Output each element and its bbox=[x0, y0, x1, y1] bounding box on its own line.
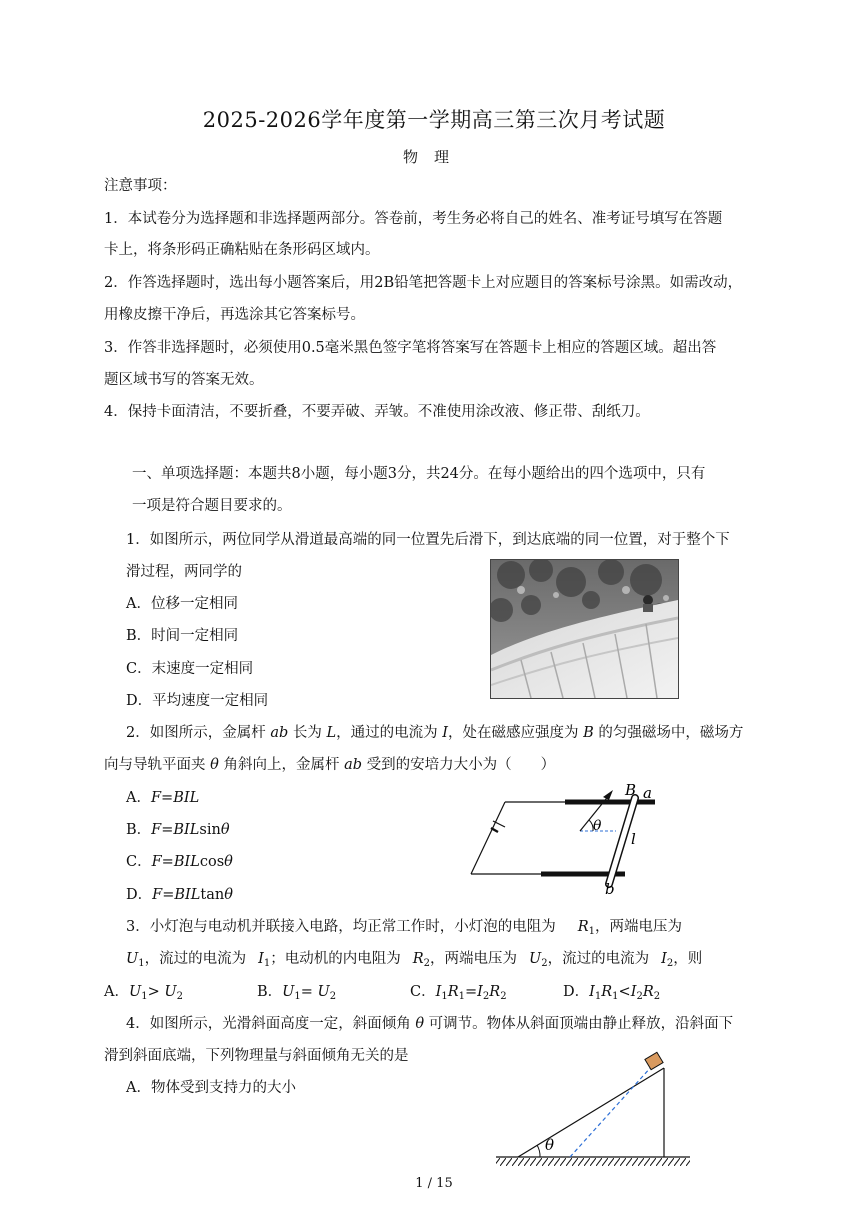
q4-stem-text: 可调节。物体从斜面顶端由静止释放，沿斜面下 bbox=[424, 1016, 734, 1032]
var-I: I bbox=[258, 951, 264, 967]
dashed-incline bbox=[570, 1066, 652, 1157]
var-I: I bbox=[630, 984, 637, 1000]
notice-item-1-line-1: 1．本试卷分为选择题和非选择题两部分。答卷前，考生务必将自己的姓名、准考证号填写在答题 bbox=[104, 211, 723, 227]
q2-option-c bbox=[126, 852, 233, 872]
q3-stem-text: 3．小灯泡与电动机并联接入电路，均正常工作时，小灯泡的电阻为 bbox=[126, 919, 556, 935]
subscript: 1 bbox=[588, 926, 596, 937]
operator: < bbox=[618, 984, 631, 1000]
label-theta: θ bbox=[545, 1136, 555, 1154]
label-l: l bbox=[631, 830, 636, 848]
notice-heading: 注意事项： bbox=[104, 178, 177, 194]
q3-stem-text: ，两端电压为 bbox=[595, 919, 683, 935]
subscript: 1 bbox=[141, 991, 148, 1002]
var-R: R bbox=[412, 951, 424, 967]
var-U: U bbox=[128, 984, 142, 1000]
q1-option-d: D．平均速度一定相同 bbox=[126, 693, 269, 709]
var-R: R bbox=[577, 919, 589, 935]
q1-stem-line-2: 滑过程，两同学的 bbox=[126, 564, 242, 580]
rail-circuit-diagram bbox=[465, 778, 665, 898]
q4-stem-text: 4．如图所示，光滑斜面高度一定，斜面倾角 bbox=[126, 1016, 416, 1032]
subscript: 2 bbox=[541, 958, 548, 969]
operator: = bbox=[300, 984, 318, 1000]
var-I: I bbox=[661, 951, 667, 967]
formula-theta: θ bbox=[224, 887, 233, 903]
q3-stem-text: ；电动机的内电阻为 bbox=[270, 951, 401, 967]
operator: > bbox=[147, 984, 165, 1000]
subscript: 2 bbox=[636, 991, 643, 1002]
trig-function: tan bbox=[200, 887, 225, 903]
subscript: 2 bbox=[653, 991, 661, 1002]
q3-stem-line-2 bbox=[126, 949, 702, 969]
label-a: a bbox=[643, 784, 652, 802]
subscript: 2 bbox=[666, 958, 674, 969]
subscript: 2 bbox=[500, 991, 507, 1002]
notice-item-3-line-1: 3．作答非选择题时，必须使用0.5毫米黑色签字笔将答案写在答题卡上相应的答题区域。超出答 bbox=[104, 340, 717, 356]
subscript: 2 bbox=[176, 991, 183, 1002]
q2-var-I: I bbox=[442, 725, 448, 741]
formula: F=BIL bbox=[150, 790, 200, 806]
formula: F=BIL bbox=[151, 854, 200, 870]
arrowhead-icon bbox=[603, 790, 613, 800]
notice-item-2-line-2: 用橡皮擦干净后，再选涂其它答案标号。 bbox=[104, 307, 365, 323]
var-R: R bbox=[642, 984, 654, 1000]
var-R: R bbox=[601, 984, 613, 1000]
q3-option-c bbox=[410, 982, 507, 1002]
var-I: I bbox=[477, 984, 483, 1000]
var-I: I bbox=[435, 984, 442, 1000]
notice-item-3-line-2: 题区域书写的答案无效。 bbox=[104, 372, 264, 388]
var-U: U bbox=[282, 984, 295, 1000]
q2-option-b bbox=[126, 820, 230, 840]
subject-label: 物理 bbox=[402, 148, 465, 166]
q4-option-a: A．物体受到支持力的大小 bbox=[126, 1080, 296, 1096]
operator: = bbox=[465, 984, 478, 1000]
subscript: 2 bbox=[482, 991, 490, 1002]
var-I: I bbox=[589, 984, 595, 1000]
slide-photo bbox=[490, 559, 679, 699]
wire bbox=[471, 802, 505, 874]
q2-stem-line-1 bbox=[126, 723, 743, 743]
subscript: 1 bbox=[594, 991, 602, 1002]
q2-var-ab: ab bbox=[344, 757, 362, 773]
trig-function: sin bbox=[199, 822, 221, 838]
ground-hatching bbox=[496, 1158, 690, 1166]
subscript: 1 bbox=[138, 958, 145, 969]
q2-var-L: L bbox=[326, 725, 337, 741]
var-U: U bbox=[126, 951, 139, 967]
q4-stem-line-2: 滑到斜面底端，下列物理量与斜面倾角无关的是 bbox=[104, 1048, 409, 1064]
q1-option-a: A．位移一定相同 bbox=[126, 596, 238, 612]
q2-var-B: B bbox=[583, 725, 594, 741]
option-label: D． bbox=[563, 984, 590, 1000]
q2-stem-text: 受到的安培力大小为（ ） bbox=[362, 757, 556, 773]
q2-var-ab: ab bbox=[270, 725, 289, 741]
notice-item-4: 4．保持卡面清洁，不要折叠，不要弄破、弄皱。不准使用涂改液、修正带、刮纸刀。 bbox=[104, 404, 650, 420]
label-b: b bbox=[605, 880, 615, 898]
label-theta: θ bbox=[593, 818, 602, 834]
q4-stem-line-1 bbox=[126, 1014, 733, 1034]
q4-var-theta: θ bbox=[415, 1016, 425, 1032]
trig-function: cos bbox=[199, 854, 225, 870]
section-heading-line-1: 一、单项选择题：本题共8小题，每小题3分，共24分。在每小题给出的四个选项中，只有 bbox=[132, 466, 706, 482]
formula-theta: θ bbox=[224, 854, 233, 870]
q3-stem-text: ，则 bbox=[673, 951, 703, 967]
q2-stem-line-2 bbox=[104, 755, 555, 775]
subscript: 1 bbox=[458, 991, 466, 1002]
q2-option-d bbox=[126, 885, 233, 905]
sliding-block bbox=[645, 1052, 663, 1069]
incline-surface bbox=[518, 1068, 664, 1157]
q3-option-d bbox=[563, 982, 660, 1002]
option-label: B． bbox=[126, 822, 152, 838]
var-U: U bbox=[529, 951, 542, 967]
q2-option-a bbox=[126, 788, 199, 808]
q3-stem-text: ，流过的电流为 bbox=[547, 951, 650, 967]
option-label: A． bbox=[104, 984, 129, 1000]
slide-photo-drawing bbox=[491, 560, 678, 698]
section-heading-line-2: 一项是符合题目要求的。 bbox=[132, 498, 292, 514]
q1-stem-line-1: 1．如图所示，两位同学从滑道最高端的同一位置先后滑下，到达底端的同一位置，对于整个下 bbox=[126, 532, 730, 548]
var-R: R bbox=[447, 984, 459, 1000]
page-number: 1 / 15 bbox=[415, 1176, 453, 1191]
option-label: C． bbox=[126, 854, 152, 870]
formula: F=BIL bbox=[152, 887, 201, 903]
q3-stem-line-1 bbox=[126, 917, 682, 937]
q2-stem-text: ，通过的电流为 bbox=[336, 725, 443, 741]
var-U: U bbox=[164, 984, 177, 1000]
subscript: 1 bbox=[441, 991, 448, 1002]
var-R: R bbox=[489, 984, 501, 1000]
q3-option-b bbox=[257, 982, 336, 1002]
q2-stem-text: 角斜向上，金属杆 bbox=[218, 757, 345, 773]
q1-option-c: C．末速度一定相同 bbox=[126, 661, 254, 677]
option-label: B． bbox=[257, 984, 283, 1000]
label-B: B bbox=[625, 781, 637, 799]
q2-stem-text: 长为 bbox=[288, 725, 327, 741]
q2-stem-text: 的匀强磁场中，磁场方 bbox=[593, 725, 744, 741]
incline-diagram bbox=[494, 1046, 694, 1170]
option-label: A． bbox=[126, 790, 151, 806]
subscript: 2 bbox=[423, 958, 431, 969]
option-label: D． bbox=[126, 887, 153, 903]
q1-option-b: B．时间一定相同 bbox=[126, 628, 239, 644]
subscript: 1 bbox=[612, 991, 619, 1002]
q3-stem-text: ，流过的电流为 bbox=[144, 951, 247, 967]
notice-item-1-line-2: 卡上，将条形码正确粘贴在条形码区域内。 bbox=[104, 242, 380, 258]
q2-stem-text: 向与导轨平面夹 bbox=[104, 757, 211, 773]
q3-stem-text: ，两端电压为 bbox=[430, 951, 518, 967]
subscript: 1 bbox=[263, 958, 271, 969]
exam-title: 2025-2026学年度第一学期高三第三次月考试题 bbox=[202, 108, 666, 132]
q2-stem-text: 2．如图所示，金属杆 bbox=[126, 725, 271, 741]
subscript: 1 bbox=[294, 991, 301, 1002]
q3-option-a bbox=[104, 982, 183, 1002]
angle-arc bbox=[537, 1145, 540, 1157]
q2-stem-text: ，处在磁感应强度为 bbox=[447, 725, 584, 741]
notice-item-2-line-1: 2．作答选择题时，选出每小题答案后，用2B铅笔把答题卡上对应题目的答案标号涂黑。如需改动， bbox=[104, 275, 743, 291]
formula-theta: θ bbox=[220, 822, 230, 838]
formula: F=BIL bbox=[151, 822, 200, 838]
q2-var-theta: θ bbox=[210, 757, 219, 773]
subscript: 2 bbox=[329, 991, 337, 1002]
option-label: C． bbox=[410, 984, 436, 1000]
var-U: U bbox=[317, 984, 330, 1000]
